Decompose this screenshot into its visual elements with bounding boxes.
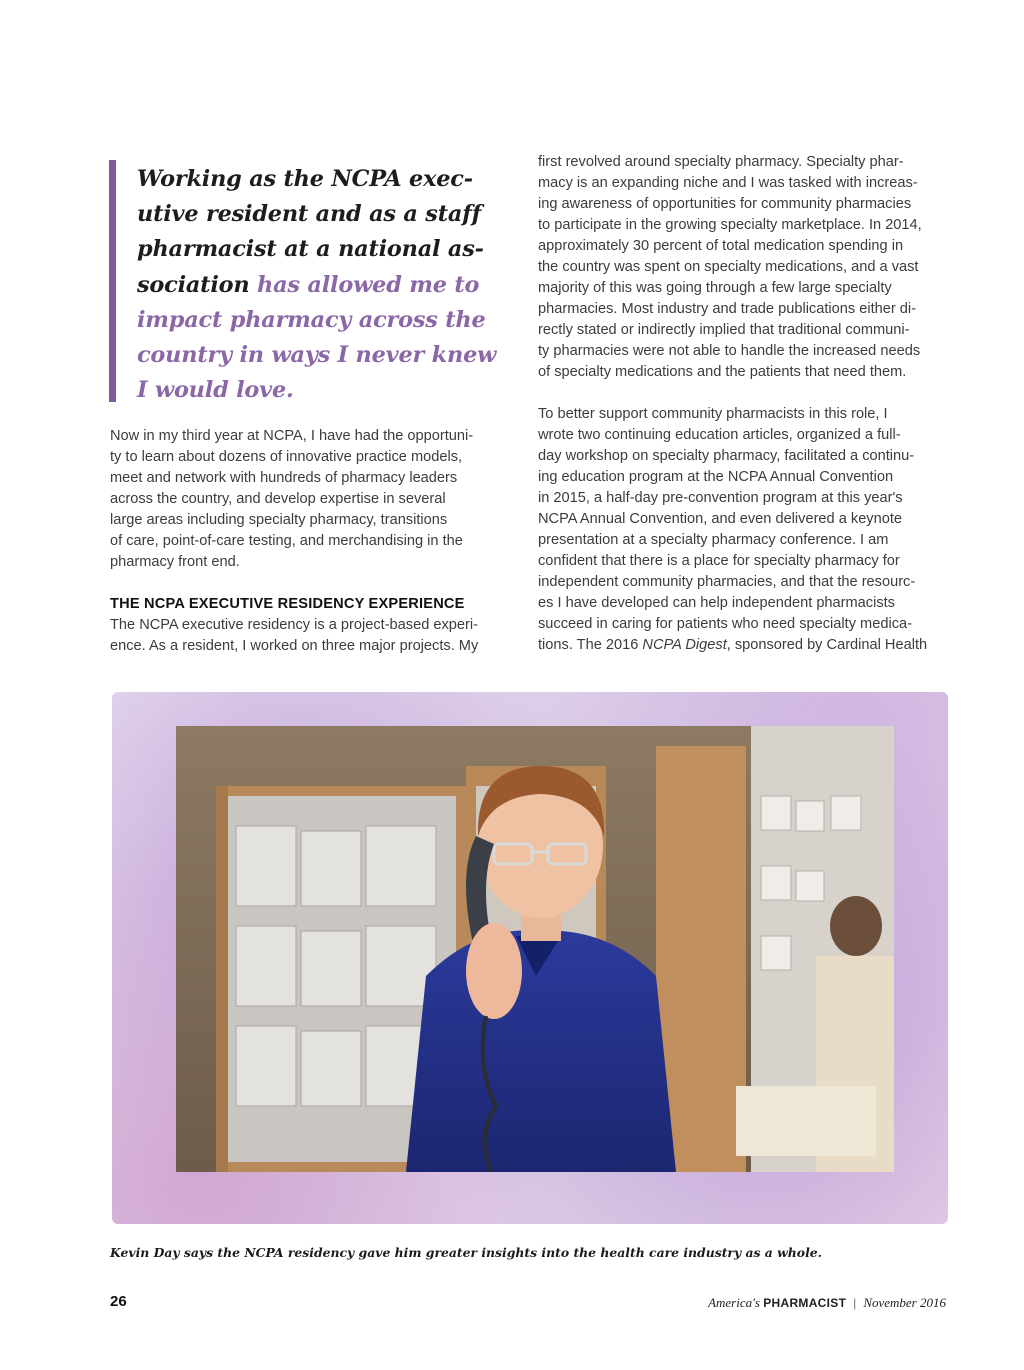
body-line: macy is an expanding niche and I was tasked with increas- <box>538 175 918 191</box>
footer-separator: | <box>853 1295 857 1310</box>
body-line: ty pharmacies were not able to handle the increased needs <box>538 343 921 359</box>
body-line: NCPA Annual Convention, and even delivered a keynote <box>538 511 903 527</box>
pull-quote-accent: impact pharmacy across the <box>137 306 486 333</box>
body-line: day workshop on specialty pharmacy, facilitated a continu- <box>538 448 915 464</box>
body-line: majority of this was going through a few large specialty <box>538 280 892 296</box>
photo-frame <box>112 692 948 1224</box>
body-line: pharmacies. Most industry and trade publications either di- <box>538 301 917 317</box>
body-line: of care, point-of-care testing, and merchandising in the <box>110 533 463 549</box>
pharmacist-photo <box>176 726 894 1172</box>
left-column <box>110 426 510 657</box>
body-line: Now in my third year at NCPA, I have had the opportuni- <box>110 428 474 444</box>
body-line: across the country, and develop expertise in several <box>110 491 446 507</box>
magazine-prefix: America's <box>708 1295 760 1310</box>
body-line: approximately 30 percent of total medication spending in <box>538 238 904 254</box>
pull-quote-line: sociation <box>137 271 258 298</box>
page-number: 26 <box>110 1293 127 1310</box>
body-line: succeed in caring for patients who need specialty medica- <box>538 616 912 632</box>
section-heading: THE NCPA EXECUTIVE RESIDENCY EXPERIENCE <box>110 596 465 612</box>
right-column <box>538 152 948 656</box>
body-line: rectly stated or indirectly implied that traditional communi- <box>538 322 910 338</box>
body-line: independent community pharmacies, and that the resourc- <box>538 574 916 590</box>
pull-quote-text <box>137 162 517 408</box>
pull-quote-line: pharmacist at a national as- <box>137 236 484 263</box>
pull-quote-line: Working as the NCPA exec- <box>137 166 473 192</box>
body-line: ing education program at the NCPA Annual Convention <box>538 469 894 485</box>
pharmacist-photo-illustration <box>176 726 894 1172</box>
photo-caption: Kevin Day says the NCPA residency gave him greater insights into the health care industry as a whole. <box>110 1245 822 1260</box>
body-line: first revolved around specialty pharmacy. Specialty phar- <box>538 154 904 170</box>
pull-quote-accent: country in ways I never knew <box>137 342 497 369</box>
body-line: ty to learn about dozens of innovative practice models, <box>110 449 463 465</box>
body-line: of specialty medications and the patients that need them. <box>538 364 907 380</box>
body-line: wrote two continuing education articles, organized a full- <box>538 427 901 443</box>
footer-publication <box>708 1295 946 1311</box>
publication-title: NCPA Digest <box>642 637 727 653</box>
body-line: meet and network with hundreds of pharmacy leaders <box>110 470 458 486</box>
magazine-brand: PHARMACIST <box>763 1296 847 1310</box>
body-line: confident that there is a place for specialty pharmacy for <box>538 553 900 569</box>
pull-quote-line: utive resident and as a staff <box>137 201 482 228</box>
body-line: the country was spent on specialty medications, and a vast <box>538 259 919 275</box>
body-line: ence. As a resident, I worked on three major projects. My <box>110 638 479 654</box>
body-line: ing awareness of opportunities for community pharmacies <box>538 196 912 212</box>
body-line: es I have developed can help independent pharmacists <box>538 595 895 611</box>
body-line: in 2015, a half-day pre-convention program at this year's <box>538 490 903 506</box>
pull-quote <box>109 160 516 402</box>
body-line: to participate in the growing specialty marketplace. In 2014, <box>538 217 922 233</box>
body-line: tions. The 2016 NCPA Digest, sponsored by Cardinal Health <box>538 637 928 653</box>
body-line: To better support community pharmacists in this role, I <box>538 406 888 422</box>
issue-date: November 2016 <box>863 1295 946 1310</box>
body-line: presentation at a specialty pharmacy conference. I am <box>538 532 889 548</box>
body-line: The NCPA executive residency is a project-based experi- <box>110 617 478 633</box>
pull-quote-accent: has allowed me to <box>257 271 480 298</box>
pull-quote-accent: I would love. <box>137 377 294 404</box>
body-line: pharmacy front end. <box>110 554 240 570</box>
body-line: large areas including specialty pharmacy, transitions <box>110 512 448 528</box>
